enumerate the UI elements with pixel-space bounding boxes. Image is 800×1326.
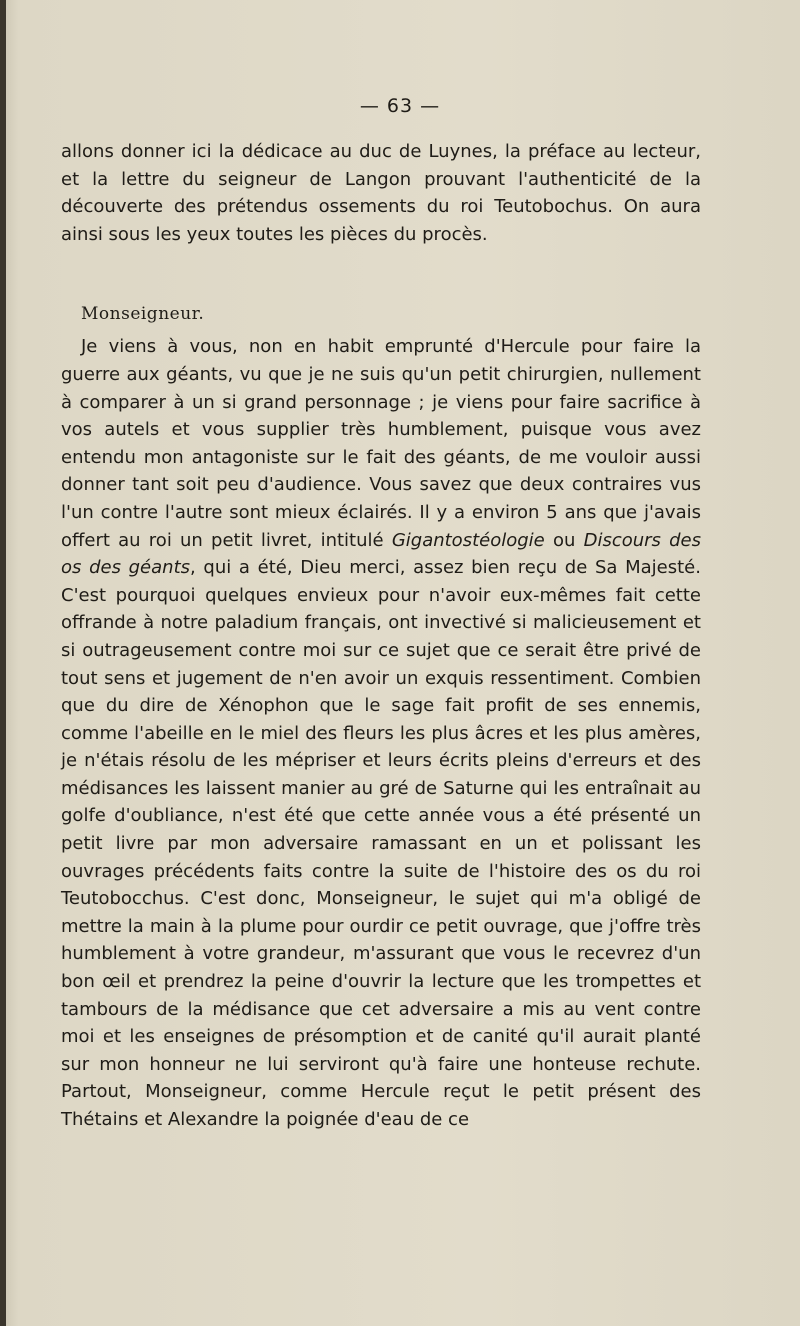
letter-paragraph [61, 333, 701, 1133]
book-title-discours: Discours des os des géants [61, 529, 701, 579]
letter-text-or: ou [544, 529, 584, 551]
page-number: — 63 — [359, 95, 441, 117]
letter-text-part1: Je viens à vous, non en habit emprunté d'Hercule pour faire la guerre aux géants, vu que je ne suis qu'un petit chirurgien, nullement à comparer à un si grand personnage ; je viens pour faire sacrifice à vos autels et vous supplier très humblement, puisque vous avez entendu mon antagoniste sur le fait des géants, de me vouloir aussi donner tant soit peu d'audience. Vous savez que deux contraires vus l'un contre l'autre sont mieux éclairés. Il y a environ 5 ans que j'avais offert au roi un petit livret, intitulé [61, 336, 701, 551]
binding-edge [0, 0, 6, 1326]
letter-text-part2: , qui a été, Dieu merci, assez bien reçu de Sa Majesté. C'est pourquoi quelques envieux pour n'avoir eux-mêmes fait cette offrande à notre paladium français, ont invectivé si malicieusement et si outrageusement contre moi sur ce sujet que ce serait être privé de tout sens et jugement de n'en avoir un exquis ressentiment. Combien que du dire de Xénophon que le sage fait profit de ses ennemis, comme l'abeille en le miel des fleurs les plus âcres et les plus amères, je n'étais résolu de les mépriser et leurs écrits pleins d'erreurs et des médisances les laissent manier au gré de Saturne qui les entraînait au golfe d'oubliance, n'est été que cette année vous a été présenté un petit livre par mon adversaire ramassant en un et polissant les ouvrages précédents faits contre la suite de l'histoire des os du roi Teutobocchus. C'est donc, Monseigneur, le sujet qui m'a obligé de mettre la main à la plume pour ourdir ce petit ouvrage, que j'offre très humblement à votre grandeur, m'assurant que vous le recevrez d'un bon œil et prendrez la peine d'ouvrir la lecture que les trompettes et tambours de la médisance que cet adversaire a mis au vent contre moi et les enseignes de présomption et de canité qu'il aurait planté sur mon honneur ne lui serviront qu'à faire une honteuse rechute. Partout, Monseigneur, comme Hercule reçut le petit présent des Thétains et Alexandre la poignée d'eau de ce [61, 557, 701, 1130]
salutation-heading: Monseigneur. [81, 304, 205, 325]
intro-paragraph: allons donner ici la dédicace au duc de Luynes, la préface au lecteur, et la lettre du seigneur de Langon prouvant l'authenticité de la découverte des prétendus ossements du roi Teutobochus. On aura ainsi sous les yeux toutes les pièces du procès. [61, 141, 701, 245]
book-title-gigantosteologie: Gigantostéologie [391, 529, 545, 551]
text-block [61, 138, 701, 1134]
